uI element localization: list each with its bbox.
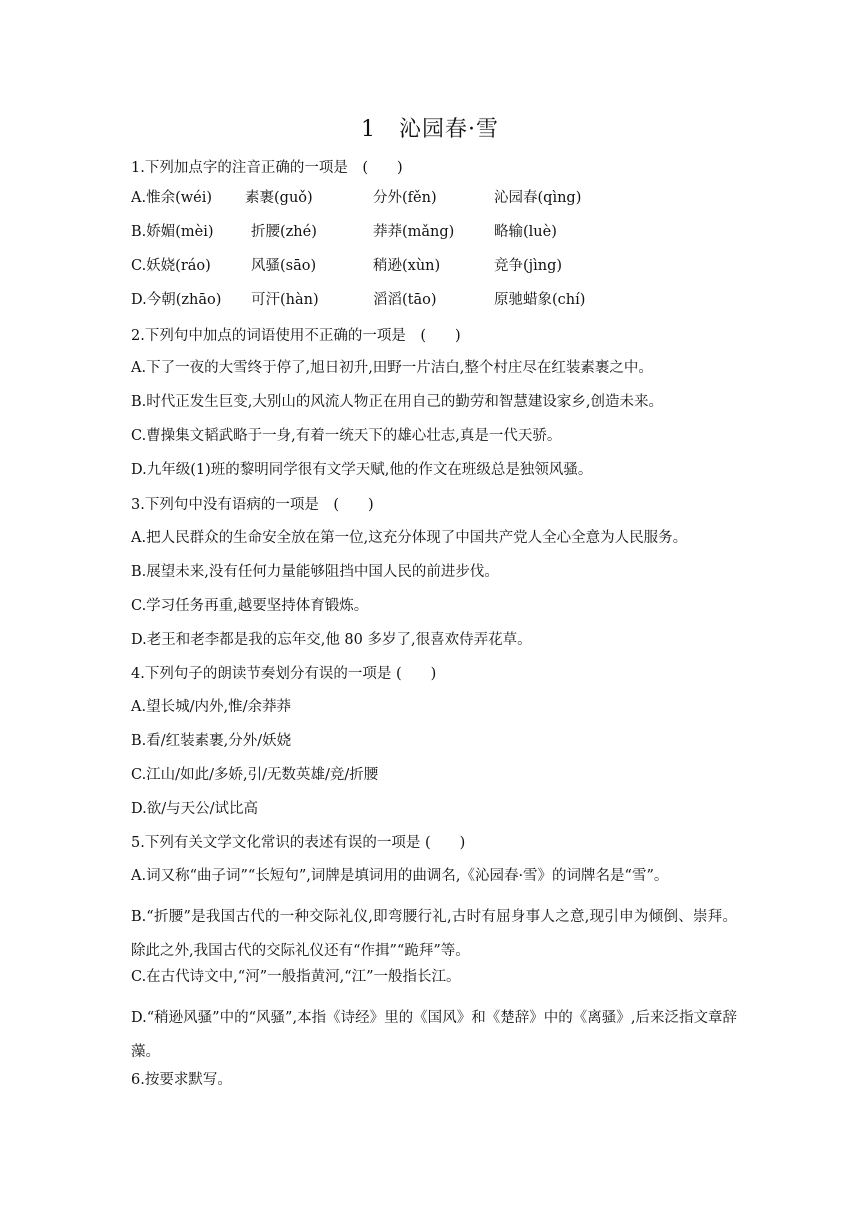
q1-b-1: B.娇媚(mèi): [131, 224, 214, 240]
question-2-stem: 2.下列句中加点的词语使用不正确的一项是 ( ): [131, 328, 461, 344]
q1-d-4: 原驰蜡象(chí): [494, 292, 586, 308]
q4-option-c: C.江山/如此/多娇,引/无数英雄/竞/折腰: [131, 767, 379, 783]
q1-a-4: 沁园春(qìng): [494, 190, 582, 206]
question-4-stem: 4.下列句子的朗读节奏划分有误的一项是 ( ): [131, 666, 437, 682]
q2-option-c: C.曹操集文韬武略于一身,有着一统天下的雄心壮志,真是一代天骄。: [131, 428, 562, 444]
q1-c-4: 竞争(jìng): [494, 258, 563, 274]
q4-option-b: B.看/红装素裹,分外/妖娆: [131, 733, 292, 749]
q5-option-a: A.词又称“曲子词”“长短句”,词牌是填词用的曲调名,《沁园春·雪》的词牌名是“雪”。: [131, 868, 669, 884]
q4-option-d: D.欲/与天公/试比高: [131, 801, 258, 817]
q3-option-a: A.把人民群众的生命安全放在第一位,这充分体现了中国共产党人全心全意为人民服务。: [131, 530, 688, 546]
question-1-stem: 1.下列加点字的注音正确的一项是 ( ): [131, 160, 403, 176]
question-5-stem: 5.下列有关文学文化常识的表述有误的一项是 ( ): [131, 835, 466, 851]
q4-option-a: A.望长城/内外,惟/余莽莽: [131, 699, 291, 715]
q1-a-3: 分外(fěn): [373, 190, 437, 206]
page-title: 1 沁园春·雪: [361, 117, 499, 142]
q1-b-2: 折腰(zhé): [251, 224, 317, 240]
q1-c-2: 风骚(sāo): [251, 258, 317, 274]
question-6-stem: 6.按要求默写。: [131, 1072, 232, 1088]
q5-option-c: C.在古代诗文中,“河”一般指黄河,“江”一般指长江。: [131, 969, 461, 985]
q2-option-b: B.时代正发生巨变,大别山的风流人物正在用自己的勤劳和智慧建设家乡,创造未来。: [131, 394, 663, 410]
q1-d-2: 可汗(hàn): [251, 292, 319, 308]
q1-c-1: C.妖娆(ráo): [131, 258, 211, 274]
q1-b-3: 莽莽(mǎng): [373, 224, 455, 240]
q3-option-b: B.展望未来,没有任何力量能够阻挡中国人民的前进步伐。: [131, 564, 499, 580]
q2-option-d: D.九年级(1)班的黎明同学很有文学天赋,他的作文在班级总是独领风骚。: [131, 462, 593, 478]
q1-a-2: 素裹(guǒ): [245, 190, 313, 206]
q5-option-d: D.“稍逊风骚”中的“风骚”,本指《诗经》里的《国风》和《楚辞》中的《离骚》,后来泛指文章辞藻。: [131, 1010, 737, 1060]
question-3-stem: 3.下列句中没有语病的一项是 ( ): [131, 497, 374, 513]
q3-option-d: D.老王和老李都是我的忘年交,他 80 多岁了,很喜欢侍弄花草。: [131, 632, 532, 648]
q5-option-b: B.“折腰”是我国古代的一种交际礼仪,即弯腰行礼,古时有屈身事人之意,现引申为倾倒、崇拜。除此之外,我国古代的交际礼仪还有“作揖”“跪拜”等。: [131, 909, 737, 959]
q1-d-1: D.今朝(zhāo): [131, 292, 222, 308]
q2-option-a: A.下了一夜的大雪终于停了,旭日初升,田野一片洁白,整个村庄尽在红装素裹之中。: [131, 360, 653, 376]
q3-option-c: C.学习任务再重,越要坚持体育锻炼。: [131, 598, 369, 614]
q1-b-4: 略输(luè): [494, 224, 557, 240]
q1-a-1: A.惟余(wéi): [131, 190, 213, 206]
q1-c-3: 稍逊(xùn): [373, 258, 441, 274]
q1-d-3: 滔滔(tāo): [373, 292, 437, 308]
